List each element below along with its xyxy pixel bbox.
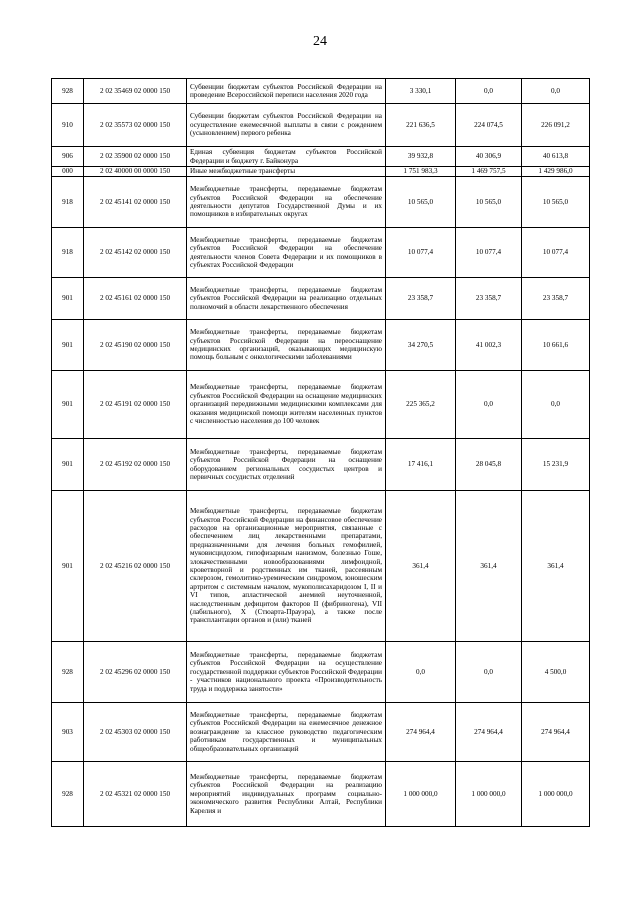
- value-year2-cell: 23 358,7: [456, 278, 522, 320]
- value-year2-cell: 40 306,9: [456, 147, 522, 167]
- table-row: [52, 167, 590, 177]
- table-row: [52, 642, 590, 703]
- value-year1-cell: 225 365,2: [386, 371, 456, 439]
- table-row: [52, 762, 590, 827]
- value-year1-cell: 23 358,7: [386, 278, 456, 320]
- income-name-cell: Межбюджетные трансферты, передаваемые бюджетам субъектов Российской Федерации на оснащение медицинских организаций передвижными медицинскими комплексами для оказания медицинской помощи жителям населенных пунктов с численностью населения до 100 человек: [187, 371, 386, 439]
- income-name-cell: Межбюджетные трансферты, передаваемые бюджетам субъектов Российской Федерации на ежемесячное денежное вознаграждение за классное руководство педагогическим работникам государственных и муниципальных общеобразовательных организаций: [187, 703, 386, 762]
- value-year2-cell: 0,0: [456, 642, 522, 703]
- value-year3-cell: 23 358,7: [522, 278, 590, 320]
- admin-code-cell: 901: [52, 371, 84, 439]
- table-row: [52, 703, 590, 762]
- admin-code-cell: 928: [52, 762, 84, 827]
- budget-code-cell: 2 02 45303 02 0000 150: [84, 703, 187, 762]
- income-name-cell: Межбюджетные трансферты, передаваемые бюджетам субъектов Российской Федерации на обеспечение деятельности членов Совета Федерации и их помощников в субъектах Российской Федерации: [187, 228, 386, 278]
- value-year3-cell: 15 231,9: [522, 439, 590, 491]
- value-year2-cell: 0,0: [456, 79, 522, 104]
- table-row: [52, 278, 590, 320]
- value-year2-cell: 224 074,5: [456, 104, 522, 147]
- budget-code-cell: 2 02 40000 00 0000 150: [84, 167, 187, 177]
- admin-code-cell: 910: [52, 104, 84, 147]
- admin-code-cell: 000: [52, 167, 84, 177]
- value-year2-cell: 10 077,4: [456, 228, 522, 278]
- budget-code-cell: 2 02 35469 02 0000 150: [84, 79, 187, 104]
- admin-code-cell: 901: [52, 439, 84, 491]
- admin-code-cell: 918: [52, 177, 84, 228]
- value-year2-cell: 361,4: [456, 491, 522, 642]
- budget-table: [51, 78, 590, 827]
- admin-code-cell: 928: [52, 79, 84, 104]
- budget-code-cell: 2 02 45141 02 0000 150: [84, 177, 187, 228]
- value-year1-cell: 221 636,5: [386, 104, 456, 147]
- table-row: [52, 104, 590, 147]
- income-name-cell: Иные межбюджетные трансферты: [187, 167, 386, 177]
- value-year3-cell: 361,4: [522, 491, 590, 642]
- value-year3-cell: 226 091,2: [522, 104, 590, 147]
- value-year1-cell: 34 270,5: [386, 320, 456, 371]
- admin-code-cell: 928: [52, 642, 84, 703]
- value-year1-cell: 3 330,1: [386, 79, 456, 104]
- admin-code-cell: 918: [52, 228, 84, 278]
- value-year3-cell: 10 565,0: [522, 177, 590, 228]
- budget-code-cell: 2 02 35573 02 0000 150: [84, 104, 187, 147]
- budget-code-cell: 2 02 45216 02 0000 150: [84, 491, 187, 642]
- income-name-cell: Межбюджетные трансферты, передаваемые бюджетам субъектов Российской Федерации на оснащение оборудованием региональных сосудистых центров и первичных сосудистых отделений: [187, 439, 386, 491]
- value-year2-cell: 28 045,8: [456, 439, 522, 491]
- value-year1-cell: 10 077,4: [386, 228, 456, 278]
- income-name-cell: Субвенции бюджетам субъектов Российской Федерации на осуществление ежемесячной выплаты в связи с рождением (усыновлением) первого ребенка: [187, 104, 386, 147]
- admin-code-cell: 906: [52, 147, 84, 167]
- value-year1-cell: 39 932,8: [386, 147, 456, 167]
- value-year2-cell: 0,0: [456, 371, 522, 439]
- value-year2-cell: 1 000 000,0: [456, 762, 522, 827]
- budget-code-cell: 2 02 45142 02 0000 150: [84, 228, 187, 278]
- value-year3-cell: 4 500,0: [522, 642, 590, 703]
- income-name-cell: Межбюджетные трансферты, передаваемые бюджетам субъектов Российской Федерации на финансовое обеспечение расходов на организационные мероприятия, связанные с обеспечением лиц лекарственными препаратами, предназначенными для лечения больных гемофилией, муковисцидозом, гипофизарным нанизмом, болезнью Гоше, злокачественными новообразованиями лимфоидной, кроветворной и родственных им тканей, рассеянным склерозом, гемолитико-уремическим синдромом, юношеским артритом с системным началом, мукополисахаридозом I, II и VI типов, апластической анемией неуточненной, наследственным дефицитом факторов II (фибриногена), VII (лабильного), X (Стюарта-Прауэра), а также после трансплантации органов и (или) тканей: [187, 491, 386, 642]
- table-row: [52, 439, 590, 491]
- value-year2-cell: 10 565,0: [456, 177, 522, 228]
- value-year1-cell: 10 565,0: [386, 177, 456, 228]
- value-year1-cell: 17 416,1: [386, 439, 456, 491]
- page-number: 24: [313, 34, 327, 49]
- value-year1-cell: 1 751 983,3: [386, 167, 456, 177]
- admin-code-cell: 901: [52, 278, 84, 320]
- budget-code-cell: 2 02 45192 02 0000 150: [84, 439, 187, 491]
- table-row: [52, 320, 590, 371]
- value-year3-cell: 40 613,8: [522, 147, 590, 167]
- value-year3-cell: 1 429 986,0: [522, 167, 590, 177]
- income-name-cell: Межбюджетные трансферты, передаваемые бюджетам субъектов Российской Федерации на осуществление государственной поддержки субъектов Российской Федерации - участников национального проекта «Производительность труда и поддержка занятости»: [187, 642, 386, 703]
- budget-code-cell: 2 02 45321 02 0000 150: [84, 762, 187, 827]
- value-year2-cell: 41 002,3: [456, 320, 522, 371]
- value-year1-cell: 274 964,4: [386, 703, 456, 762]
- value-year2-cell: 274 964,4: [456, 703, 522, 762]
- table-row: [52, 491, 590, 642]
- income-name-cell: Межбюджетные трансферты, передаваемые бюджетам субъектов Российской Федерации на реализацию мероприятий индивидуальных программ социально-экономического развития Республики Алтай, Республики Карелия и: [187, 762, 386, 827]
- table-row: [52, 228, 590, 278]
- table-row: [52, 79, 590, 104]
- budget-code-cell: 2 02 45191 02 0000 150: [84, 371, 187, 439]
- income-name-cell: Единая субвенция бюджетам субъектов Российской Федерации и бюджету г. Байконура: [187, 147, 386, 167]
- admin-code-cell: 901: [52, 320, 84, 371]
- table-row: [52, 147, 590, 167]
- budget-code-cell: 2 02 45296 02 0000 150: [84, 642, 187, 703]
- value-year1-cell: 0,0: [386, 642, 456, 703]
- value-year1-cell: 361,4: [386, 491, 456, 642]
- income-name-cell: Межбюджетные трансферты, передаваемые бюджетам субъектов Российской Федерации на реализацию отдельных полномочий в области лекарственного обеспечения: [187, 278, 386, 320]
- value-year3-cell: 10 661,6: [522, 320, 590, 371]
- table-row: [52, 177, 590, 228]
- table-row: [52, 371, 590, 439]
- budget-code-cell: 2 02 45190 02 0000 150: [84, 320, 187, 371]
- admin-code-cell: 901: [52, 491, 84, 642]
- value-year3-cell: 0,0: [522, 79, 590, 104]
- income-name-cell: Межбюджетные трансферты, передаваемые бюджетам субъектов Российской Федерации на обеспечение деятельности депутатов Государственной Думы и их помощников в избирательных округах: [187, 177, 386, 228]
- value-year1-cell: 1 000 000,0: [386, 762, 456, 827]
- budget-code-cell: 2 02 35900 02 0000 150: [84, 147, 187, 167]
- value-year3-cell: 0,0: [522, 371, 590, 439]
- budget-code-cell: 2 02 45161 02 0000 150: [84, 278, 187, 320]
- income-name-cell: Субвенции бюджетам субъектов Российской Федерации на проведение Всероссийской переписи населения 2020 года: [187, 79, 386, 104]
- value-year3-cell: 274 964,4: [522, 703, 590, 762]
- value-year2-cell: 1 469 757,5: [456, 167, 522, 177]
- value-year3-cell: 1 000 000,0: [522, 762, 590, 827]
- value-year3-cell: 10 077,4: [522, 228, 590, 278]
- income-name-cell: Межбюджетные трансферты, передаваемые бюджетам субъектов Российской Федерации на переоснащение медицинских организаций, оказывающих медицинскую помощь больным с онкологическими заболеваниями: [187, 320, 386, 371]
- admin-code-cell: 903: [52, 703, 84, 762]
